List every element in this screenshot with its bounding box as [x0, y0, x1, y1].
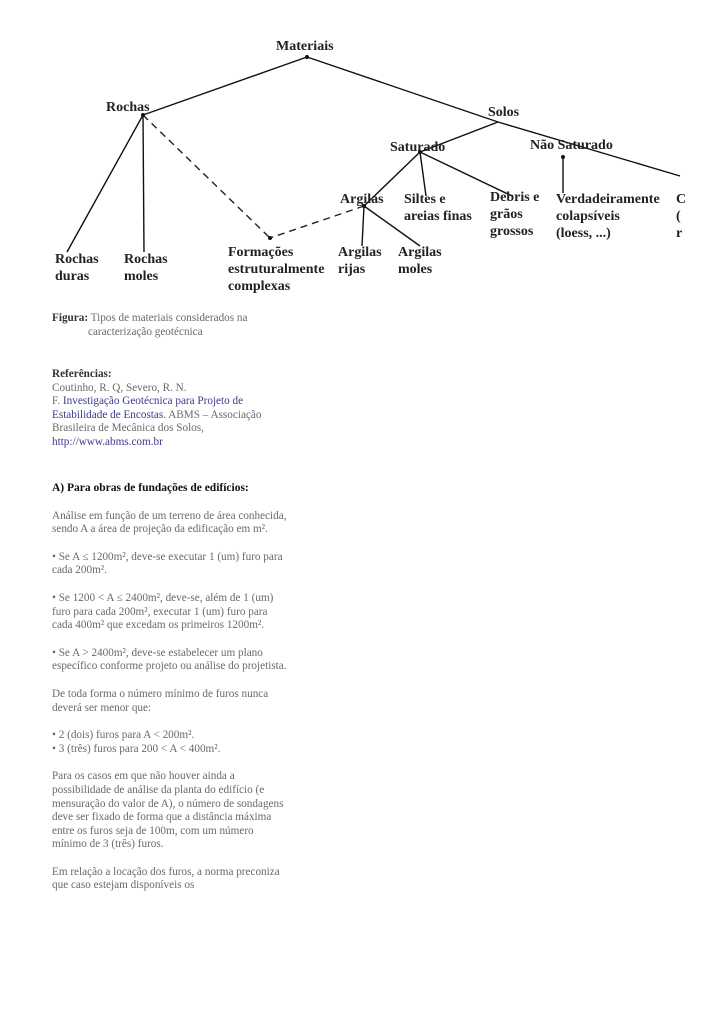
- figure-caption-line2: caracterização geotécnica: [88, 325, 203, 338]
- edge-rochas-moles: [143, 115, 144, 252]
- edge-rochas-duras: [67, 115, 143, 252]
- rule-1: • Se A ≤ 1200m², deve-se executar 1 (um) furo para cada 200m².: [52, 550, 283, 577]
- minimum-item-2: • 3 (três) furos para 200 < A < 400m².: [52, 742, 221, 755]
- location-paragraph: Em relação a locação dos furos, a norma preconiza que caso estejam disponíveis os: [52, 865, 280, 892]
- dashed-edge-argilas-formacoes: [270, 206, 364, 238]
- figure-caption-line1: Tipos de materiais considerados na: [90, 312, 248, 324]
- dashed-edge-rochas-formacoes: [143, 115, 270, 238]
- rule-3: • Se A > 2400m², deve-se estabelecer um plano específico conforme projeto ou análise do projetista.: [52, 646, 287, 673]
- references-title-link[interactable]: Investigação Geotécnica para Projeto de Estabilidade de Encostas: [52, 395, 244, 421]
- node-materiais: Materiais: [276, 39, 334, 54]
- references-authors: Coutinho, R. Q, Severo, R. N.: [52, 381, 187, 394]
- references-author-initial: F.: [52, 395, 61, 408]
- minimum-item-1: • 2 (dois) furos para A < 200m².: [52, 729, 195, 742]
- figure-caption-label: Figura:: [52, 312, 89, 324]
- node-formacoes-complexas: Formações estruturalmente complexas: [228, 245, 325, 294]
- node-argilas-rijas: Argilas rijas: [338, 245, 382, 277]
- section-fundacoes: [52, 482, 288, 893]
- node-debris-graos: Debris e grãos grossos: [490, 190, 540, 239]
- references-citation: [52, 395, 288, 449]
- junction-nao-saturado: [561, 155, 565, 159]
- node-argilas-moles: Argilas moles: [398, 245, 442, 277]
- node-saturado: Saturado: [390, 140, 446, 155]
- node-rochas: Rochas: [106, 100, 150, 115]
- section-heading: A) Para obras de fundações de edifícios:: [52, 482, 249, 494]
- node-siltes-areias: Siltes e areias finas: [404, 192, 472, 224]
- node-cut-off: C ( r: [676, 192, 687, 241]
- node-verdadeiramente-colapsiveis: Verdadeiramente colapsíveis (loess, ...): [556, 192, 660, 241]
- references-block: [52, 368, 288, 450]
- node-solos: Solos: [488, 105, 520, 120]
- node-rochas-duras: Rochas duras: [55, 252, 99, 284]
- references-url-link[interactable]: http://www.abms.com.br: [52, 435, 163, 448]
- node-nao-saturado: Não Saturado: [530, 138, 613, 153]
- junction-materiais: [305, 55, 309, 59]
- references-publisher: . ABMS – Associação Brasileira de Mecânica dos Solos,: [52, 408, 262, 435]
- materials-tree-diagram: [0, 0, 724, 310]
- edge-materiais-solos: [307, 57, 498, 122]
- para-cases-paragraph: Para os casos em que não houver ainda a possibilidade de análise da planta do edifício (e mensuração do valor de A), o número de sondagens deve ser fixado de forma que a distância máxima entre os furos seja de 100m, com um número mínimo de 3 (três) furos.: [52, 770, 284, 851]
- section-intro: Análise em função de um terreno de área conhecida, sendo A a área de projeção da edificação em m².: [52, 509, 287, 536]
- edge-materiais-rochas: [143, 57, 307, 115]
- rule-2: • Se 1200 < A ≤ 2400m², deve-se, além de 1 (um) furo para cada 200m², executar 1 (um) furo para cada 400m² que excedam os primeiros 1200m².: [52, 591, 274, 632]
- node-rochas-moles: Rochas moles: [124, 252, 168, 284]
- references-title: Referências:: [52, 368, 112, 380]
- minimum-intro: De toda forma o número mínimo de furos nunca deverá ser menor que:: [52, 687, 269, 714]
- edge-argilas-rijas: [362, 206, 364, 246]
- edge-saturado-siltes: [420, 152, 426, 196]
- junction-formacoes: [268, 236, 272, 240]
- node-argilas: Argilas: [340, 192, 384, 207]
- figure-caption: [52, 312, 288, 339]
